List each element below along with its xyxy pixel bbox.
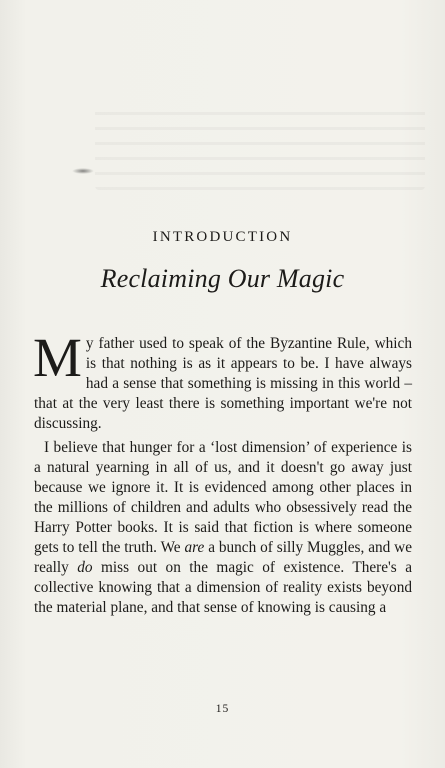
paragraph-text: miss out on the magic of existence. There's a collective knowing that a dimension of reality exists beyond the material plane, and that sense of knowing is causing a bbox=[34, 559, 412, 616]
paragraph-text: I believe that hunger for a ‘lost dimension’ of experience is a natural yearning in all of us, and it doesn't go away just because we ignore it. It is evidenced among other places in the millions of children and adults who obsessively read the Harry Potter books. It is said that fiction is where someone gets to tell the truth. We bbox=[34, 439, 412, 556]
ink-smudge bbox=[72, 168, 94, 174]
drop-cap: M bbox=[33, 327, 82, 388]
paragraph bbox=[33, 327, 412, 434]
paragraph-text: y father used to speak of the Byzantine Rule, which is that nothing is as it appears to be. I have always had a sense that something is missing in this world – that at the very least there is something important we're not discussing. bbox=[34, 335, 412, 432]
emphasis-text: are bbox=[184, 539, 205, 556]
page-number: 15 bbox=[215, 703, 230, 715]
emphasis-text: do bbox=[77, 559, 93, 576]
show-through-text bbox=[95, 100, 425, 190]
chapter-title: Reclaiming Our Magic bbox=[100, 264, 345, 293]
body-text bbox=[33, 327, 413, 618]
chapter-heading: INTRODUCTION bbox=[152, 229, 293, 245]
paragraph bbox=[34, 438, 412, 618]
paragraph-text: a bunch of silly Muggles, and we really bbox=[34, 539, 413, 576]
